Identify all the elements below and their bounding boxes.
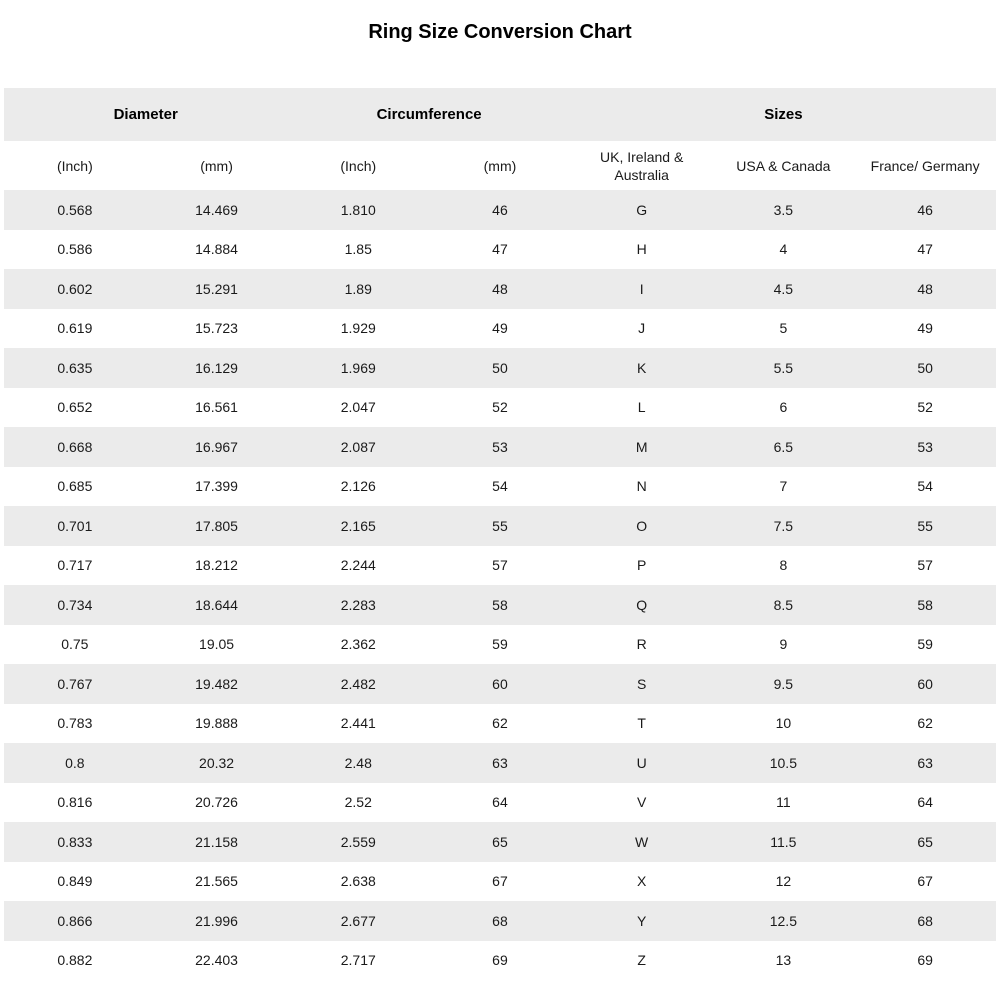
table-cell: 67 xyxy=(429,862,571,902)
table-cell: G xyxy=(571,190,713,230)
table-row xyxy=(4,625,996,665)
table-cell: 4.5 xyxy=(713,269,855,309)
table-cell: 7 xyxy=(713,467,855,507)
table-cell: 53 xyxy=(429,427,571,467)
column-header-france-germany: France/ Germany xyxy=(854,141,996,190)
table-cell: L xyxy=(571,388,713,428)
table-cell: 62 xyxy=(854,704,996,744)
table-cell: 46 xyxy=(429,190,571,230)
table-row xyxy=(4,467,996,507)
table-row xyxy=(4,388,996,428)
table-cell: 64 xyxy=(854,783,996,823)
table-cell: 0.586 xyxy=(4,230,146,270)
table-cell: 57 xyxy=(429,546,571,586)
table-cell: 55 xyxy=(854,506,996,546)
column-header-diameter-mm: (mm) xyxy=(146,141,288,190)
table-cell: 54 xyxy=(854,467,996,507)
table-cell: 4 xyxy=(713,230,855,270)
table-cell: 2.362 xyxy=(287,625,429,665)
table-cell: 1.810 xyxy=(287,190,429,230)
table-cell: 10.5 xyxy=(713,743,855,783)
table-cell: N xyxy=(571,467,713,507)
table-cell: 12.5 xyxy=(713,901,855,941)
table-cell: 21.565 xyxy=(146,862,288,902)
table-cell: 60 xyxy=(429,664,571,704)
table-cell: 2.482 xyxy=(287,664,429,704)
page-title: Ring Size Conversion Chart xyxy=(368,21,632,43)
table-cell: 2.283 xyxy=(287,585,429,625)
table-row xyxy=(4,783,996,823)
table-cell: 2.244 xyxy=(287,546,429,586)
table-cell: 0.882 xyxy=(4,941,146,981)
table-cell: 10 xyxy=(713,704,855,744)
table-cell: 12 xyxy=(713,862,855,902)
table-cell: 14.884 xyxy=(146,230,288,270)
table-cell: 6 xyxy=(713,388,855,428)
table-cell: 0.866 xyxy=(4,901,146,941)
table-cell: 53 xyxy=(854,427,996,467)
table-cell: M xyxy=(571,427,713,467)
table-row xyxy=(4,506,996,546)
table-cell: 19.482 xyxy=(146,664,288,704)
table-cell: 0.701 xyxy=(4,506,146,546)
table-cell: 0.783 xyxy=(4,704,146,744)
table-cell: 0.833 xyxy=(4,822,146,862)
table-cell: 5.5 xyxy=(713,348,855,388)
table-row xyxy=(4,546,996,586)
table-cell: 59 xyxy=(854,625,996,665)
table-cell: 47 xyxy=(854,230,996,270)
table-cell: 2.717 xyxy=(287,941,429,981)
table-cell: 18.212 xyxy=(146,546,288,586)
table-cell: W xyxy=(571,822,713,862)
table-cell: O xyxy=(571,506,713,546)
table-cell: 17.399 xyxy=(146,467,288,507)
table-cell: 16.129 xyxy=(146,348,288,388)
table-cell: 63 xyxy=(429,743,571,783)
table-cell: 20.32 xyxy=(146,743,288,783)
table-cell: 19.888 xyxy=(146,704,288,744)
table-cell: 68 xyxy=(854,901,996,941)
column-header-circumference-mm: (mm) xyxy=(429,141,571,190)
table-cell: 0.767 xyxy=(4,664,146,704)
table-cell: 68 xyxy=(429,901,571,941)
table-cell: 1.929 xyxy=(287,309,429,349)
table-cell: 0.685 xyxy=(4,467,146,507)
table-cell: 0.568 xyxy=(4,190,146,230)
table-row xyxy=(4,901,996,941)
table-row xyxy=(4,664,996,704)
column-header-uk-ireland-australia: UK, Ireland & Australia xyxy=(571,141,713,190)
table-cell: 21.996 xyxy=(146,901,288,941)
table-cell: 11.5 xyxy=(713,822,855,862)
table-cell: 0.734 xyxy=(4,585,146,625)
table-cell: 2.638 xyxy=(287,862,429,902)
table-cell: P xyxy=(571,546,713,586)
table-cell: 62 xyxy=(429,704,571,744)
table-cell: 0.602 xyxy=(4,269,146,309)
table-cell: 49 xyxy=(854,309,996,349)
table-cell: 11 xyxy=(713,783,855,823)
table-cell: H xyxy=(571,230,713,270)
table-row xyxy=(4,585,996,625)
table-cell: 0.635 xyxy=(4,348,146,388)
column-header-diameter-inch: (Inch) xyxy=(4,141,146,190)
table-cell: 65 xyxy=(429,822,571,862)
table-cell: 17.805 xyxy=(146,506,288,546)
table-cell: 50 xyxy=(429,348,571,388)
table-row xyxy=(4,309,996,349)
column-header-usa-canada: USA & Canada xyxy=(713,141,855,190)
table-cell: 22.403 xyxy=(146,941,288,981)
table-cell: 59 xyxy=(429,625,571,665)
table-cell: 52 xyxy=(854,388,996,428)
table-cell: 0.668 xyxy=(4,427,146,467)
table-cell: 7.5 xyxy=(713,506,855,546)
table-cell: 2.087 xyxy=(287,427,429,467)
table-cell: X xyxy=(571,862,713,902)
table-cell: 0.816 xyxy=(4,783,146,823)
table-cell: 67 xyxy=(854,862,996,902)
column-group-circumference: Circumference xyxy=(287,88,570,141)
table-cell: 58 xyxy=(854,585,996,625)
table-cell: 0.75 xyxy=(4,625,146,665)
table-cell: 58 xyxy=(429,585,571,625)
table-cell: 9 xyxy=(713,625,855,665)
table-row xyxy=(4,862,996,902)
column-group-sizes: Sizes xyxy=(571,88,996,141)
table-cell: 64 xyxy=(429,783,571,823)
table-row xyxy=(4,822,996,862)
ring-size-conversion-table xyxy=(4,88,996,980)
table-cell: J xyxy=(571,309,713,349)
table-cell: 49 xyxy=(429,309,571,349)
table-cell: 1.85 xyxy=(287,230,429,270)
table-row xyxy=(4,941,996,981)
table-cell: 9.5 xyxy=(713,664,855,704)
table-cell: 0.619 xyxy=(4,309,146,349)
table-cell: 2.047 xyxy=(287,388,429,428)
table-cell: 63 xyxy=(854,743,996,783)
table-cell: Q xyxy=(571,585,713,625)
table-cell: 60 xyxy=(854,664,996,704)
table-cell: 18.644 xyxy=(146,585,288,625)
table-cell: 14.469 xyxy=(146,190,288,230)
table-cell: 6.5 xyxy=(713,427,855,467)
table-cell: 8 xyxy=(713,546,855,586)
table-cell: 50 xyxy=(854,348,996,388)
table-cell: 2.559 xyxy=(287,822,429,862)
table-cell: 16.561 xyxy=(146,388,288,428)
table-cell: 0.849 xyxy=(4,862,146,902)
table-cell: S xyxy=(571,664,713,704)
table-cell: 2.677 xyxy=(287,901,429,941)
table-cell: 69 xyxy=(429,941,571,981)
column-group-row xyxy=(4,88,996,141)
table-cell: 65 xyxy=(854,822,996,862)
table-row xyxy=(4,348,996,388)
table-cell: Z xyxy=(571,941,713,981)
table-cell: 2.52 xyxy=(287,783,429,823)
table-cell: R xyxy=(571,625,713,665)
table-cell: 20.726 xyxy=(146,783,288,823)
table-cell: 3.5 xyxy=(713,190,855,230)
table-cell: K xyxy=(571,348,713,388)
table-cell: 2.165 xyxy=(287,506,429,546)
table-row xyxy=(4,704,996,744)
table-cell: 2.441 xyxy=(287,704,429,744)
table-cell: U xyxy=(571,743,713,783)
table-body xyxy=(4,190,996,980)
table-cell: 0.717 xyxy=(4,546,146,586)
table-cell: 46 xyxy=(854,190,996,230)
table-cell: 21.158 xyxy=(146,822,288,862)
table-cell: 15.723 xyxy=(146,309,288,349)
table-row xyxy=(4,269,996,309)
table-cell: 0.652 xyxy=(4,388,146,428)
table-cell: 19.05 xyxy=(146,625,288,665)
column-header-row xyxy=(4,141,996,190)
table-cell: 47 xyxy=(429,230,571,270)
table-cell: 54 xyxy=(429,467,571,507)
table-cell: 0.8 xyxy=(4,743,146,783)
column-header-circumference-inch: (Inch) xyxy=(287,141,429,190)
table-cell: 69 xyxy=(854,941,996,981)
table-cell: 2.126 xyxy=(287,467,429,507)
table-cell: 2.48 xyxy=(287,743,429,783)
table-cell: T xyxy=(571,704,713,744)
table-header xyxy=(4,88,996,190)
table-row xyxy=(4,230,996,270)
table-cell: 57 xyxy=(854,546,996,586)
table-row xyxy=(4,427,996,467)
table-cell: 15.291 xyxy=(146,269,288,309)
table-cell: 55 xyxy=(429,506,571,546)
table-cell: 1.969 xyxy=(287,348,429,388)
table-cell: 5 xyxy=(713,309,855,349)
table-cell: V xyxy=(571,783,713,823)
table-cell: 52 xyxy=(429,388,571,428)
column-group-diameter: Diameter xyxy=(4,88,287,141)
table-cell: 48 xyxy=(429,269,571,309)
table-row xyxy=(4,190,996,230)
table-cell: 13 xyxy=(713,941,855,981)
table-cell: 16.967 xyxy=(146,427,288,467)
table-row xyxy=(4,743,996,783)
table-cell: 8.5 xyxy=(713,585,855,625)
table-cell: 48 xyxy=(854,269,996,309)
table-cell: I xyxy=(571,269,713,309)
table-cell: Y xyxy=(571,901,713,941)
table-cell: 1.89 xyxy=(287,269,429,309)
